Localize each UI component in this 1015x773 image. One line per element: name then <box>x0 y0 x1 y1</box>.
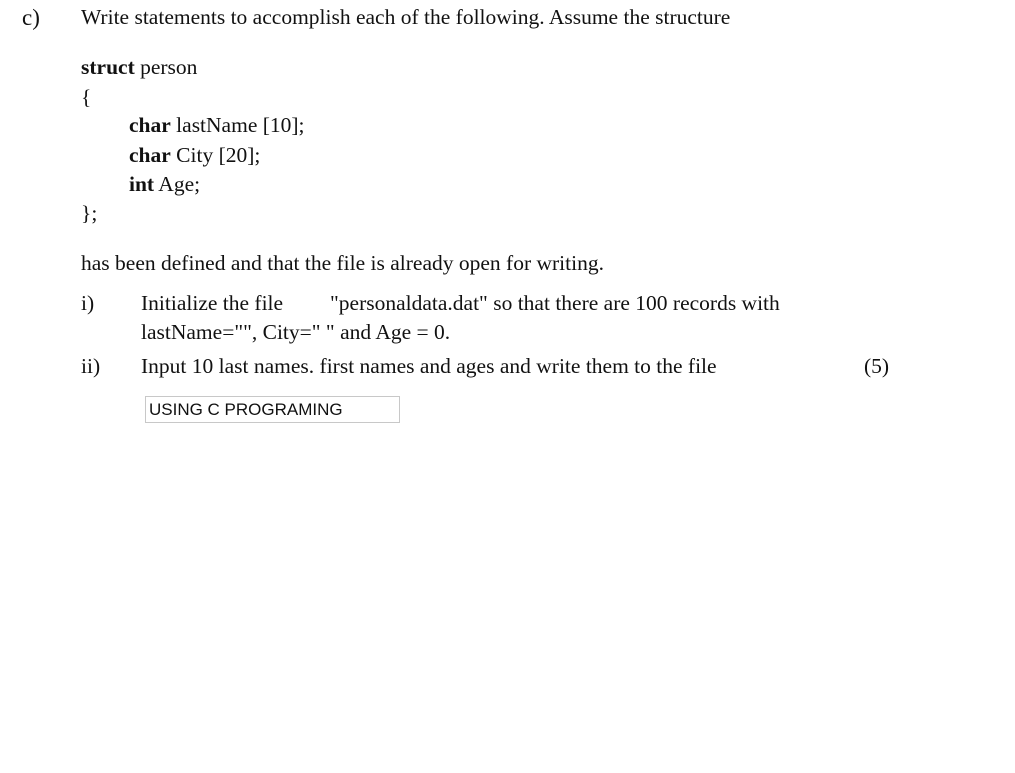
struct-keyword: struct <box>81 55 135 79</box>
part-text-line2: lastName="", City=" " and Age = 0. <box>141 320 451 344</box>
annotation-text: USING C PROGRAMING <box>149 400 343 419</box>
question-intro: Write statements to accomplish each of the following. Assume the structure <box>81 5 731 29</box>
struct-name: person <box>140 55 198 79</box>
part-text-line1b: "personaldata.dat" so that there are 100 records with <box>330 291 780 315</box>
part-text: Input 10 last names. first names and ages and write them to the file <box>141 354 717 378</box>
question-context: has been defined and that the file is already open for writing. <box>81 251 604 275</box>
field-type: char <box>129 143 171 167</box>
field-type: int <box>129 172 155 196</box>
field-type: char <box>129 113 171 137</box>
part-label: ii) <box>81 354 101 378</box>
field-decl: lastName [10]; <box>176 113 305 137</box>
field-decl: City [20]; <box>176 143 261 167</box>
struct-field <box>129 142 260 168</box>
struct-field <box>129 112 305 138</box>
annotation-textbox[interactable] <box>145 396 400 423</box>
struct-header <box>81 54 197 80</box>
question-label: c) <box>22 5 40 30</box>
part-text-line1a: Initialize the file <box>141 291 284 315</box>
part-label: i) <box>81 291 95 315</box>
struct-field <box>129 171 200 197</box>
struct-close: }; <box>81 201 98 225</box>
field-decl: Age; <box>158 172 201 196</box>
part-marks: (5) <box>864 354 890 378</box>
struct-open-brace: { <box>81 85 92 109</box>
